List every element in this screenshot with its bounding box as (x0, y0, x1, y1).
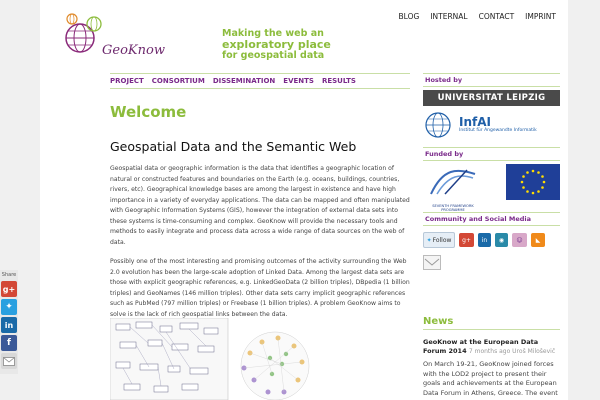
geoknow-logo[interactable] (56, 10, 165, 65)
tagline (222, 28, 362, 61)
fp7-logo[interactable] (423, 164, 483, 212)
news-meta: 7 months ago Uroš Miloševič (468, 348, 556, 355)
google-plus-icon: g+ (2, 284, 16, 294)
top-nav-internal[interactable]: INTERNAL (430, 12, 468, 21)
linkedin-button[interactable] (478, 233, 491, 247)
main-nav (110, 73, 410, 89)
paragraph: Geospatial data or geographic information is the data that identifies a geographic location of natural or constructed features and boundaries on the Earth (e.g. oceans, buildings, countries, rivers, etc). Geographical knowledge bases are among the largest in existence and have high importance in a variety of everyday applications. The data can be mapped and often manipulated with Geographic Information Systems (GIS), however the integration of external data sets into these systems is time-consuming and complex. GeoKnow will provide the necessary tools and methods to easily integrate and process data across a wide range of data sources on the web of data. (110, 165, 410, 246)
top-nav-contact[interactable]: CONTACT (478, 12, 515, 21)
eu-flag[interactable] (506, 164, 560, 200)
tagline-line: for geospatial data (222, 50, 325, 61)
follow-label: Follow (432, 236, 452, 244)
infai-globe-icon (423, 111, 453, 139)
rss-icon: ◣ (535, 236, 541, 244)
page-title: Welcome (110, 103, 187, 121)
share-bar (0, 270, 18, 374)
community-heading: Community and Social Media (423, 212, 560, 226)
community-button[interactable] (512, 233, 527, 247)
nav-results[interactable]: RESULTS (321, 77, 356, 85)
news-title: GeoKnow at the European Data Forum 2014 (423, 338, 539, 355)
infai-name: InfAI (459, 115, 491, 129)
paragraph: Possibly one of the most interesting and promising outcomes of the activity surrounding the Web 2.0 evolution has been the large-scale adoption of Linked Data. Among the largest data sets are those with explicit geographic references, e.g. LinkedGeoData (2 billion triples), DBpedia (1 billion triples) and GeoNames (146 million triples). Other data sets carry implicit geographic references such as PubMed (797 million triples) or Freebase (1 billion triples). A problem GeoKnow aims to solve is the lack of rich geospatial links between the data. (110, 258, 410, 318)
main-content (110, 103, 410, 329)
top-nav-blog[interactable]: BLOG (398, 12, 420, 21)
nav-dissemination[interactable]: DISSEMINATION (212, 77, 276, 85)
nav-project[interactable]: PROJECT (110, 77, 144, 85)
nav-consortium[interactable]: CONSORTIUM (151, 77, 205, 85)
share-linkedin-button[interactable] (1, 317, 17, 333)
linkedin-icon: in (481, 236, 488, 244)
linked-data-figure (110, 318, 320, 400)
leipzig-logo[interactable]: UNIVERSITAT LEIPZIG (423, 90, 560, 106)
share-email-button[interactable] (1, 353, 17, 369)
news-heading: News (423, 316, 560, 330)
nav-events[interactable]: EVENTS (283, 77, 314, 85)
envelope-icon (424, 258, 440, 271)
eu-stars-icon (506, 164, 560, 200)
logo-text: GeoKnow (102, 43, 165, 58)
google-plus-icon: g+ (462, 236, 471, 244)
share-facebook-button[interactable] (1, 335, 17, 351)
section-title: Geospatial Data and the Semantic Web (110, 139, 357, 154)
funders (423, 164, 560, 212)
top-nav (399, 12, 556, 21)
google-plus-button[interactable] (459, 233, 474, 247)
tagline-line: exploratory place (222, 38, 331, 51)
rss-button[interactable] (531, 233, 545, 247)
tagline-line: Making the web an (222, 28, 324, 39)
fp7-caption: SEVENTH FRAMEWORK PROGRAMME (432, 204, 474, 212)
twitter-bird-icon: ✦ (426, 236, 432, 244)
fp7-icon (423, 164, 483, 200)
share-twitter-button[interactable] (1, 299, 17, 315)
slideshare-button[interactable] (495, 233, 508, 247)
funded-by-heading: Funded by (423, 147, 560, 161)
email-subscribe[interactable] (423, 255, 441, 270)
page (40, 0, 568, 400)
twitter-bird-icon: ✦ (5, 302, 13, 312)
people-icon: ☺ (516, 236, 523, 244)
envelope-icon (3, 357, 15, 366)
share-google-plus-button[interactable] (1, 281, 17, 297)
hosted-by-heading: Hosted by (423, 73, 560, 87)
right-sidebar (423, 73, 560, 270)
infai-subtitle: Institut für Angewandte Informatik (459, 128, 537, 133)
slideshare-icon: ◉ (498, 236, 505, 244)
news-title-link[interactable] (423, 338, 560, 356)
social-links (423, 229, 560, 251)
facebook-icon: f (7, 338, 11, 348)
news-excerpt: On March 19-21, GeoKnow joined forces with the LOD2 project to present their goals and achievements at the European Data Forum in Athens, Greece. The event (423, 360, 558, 397)
twitter-follow-button[interactable] (423, 232, 455, 248)
lod-cloud-image (110, 318, 320, 400)
share-label: Share (1, 272, 17, 278)
top-nav-imprint[interactable]: IMPRINT (525, 12, 556, 21)
news-item (423, 338, 560, 398)
infai-logo[interactable] (423, 110, 560, 140)
linkedin-icon: in (4, 320, 14, 330)
